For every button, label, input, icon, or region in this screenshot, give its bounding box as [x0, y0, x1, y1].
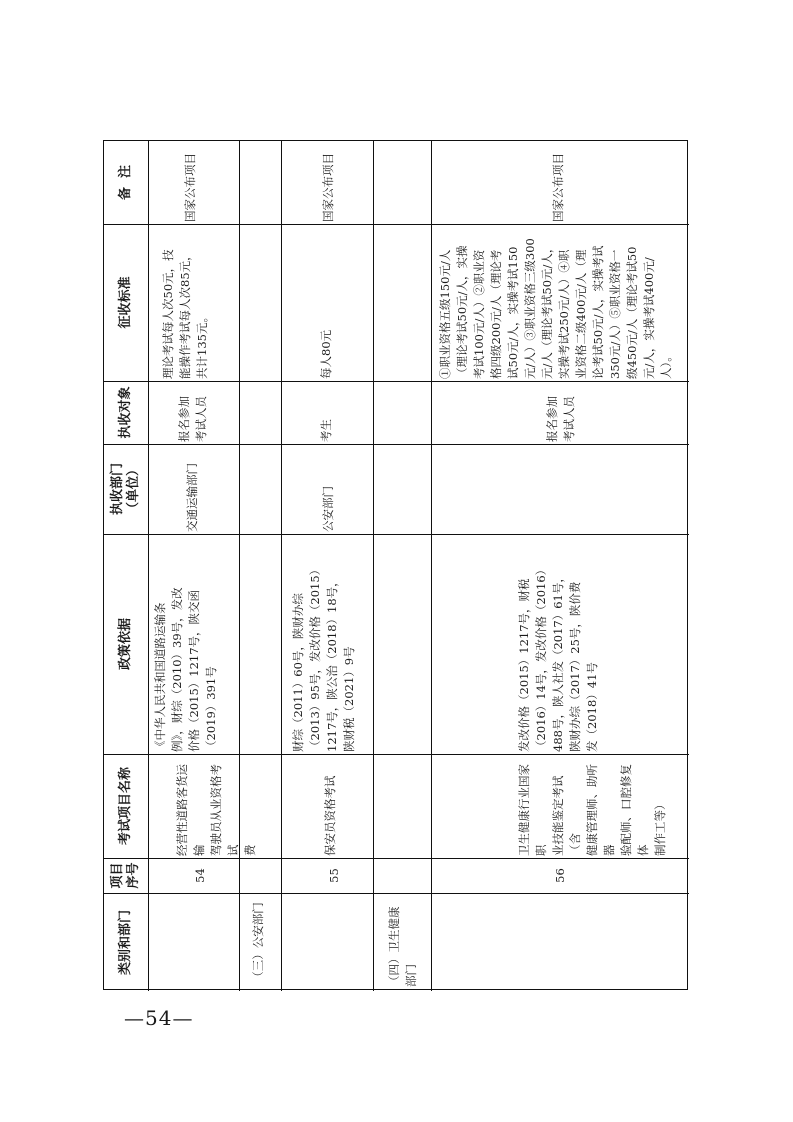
grid-line — [281, 141, 282, 991]
header-standard: 征收标准 — [118, 276, 133, 329]
row-56-target: 报名参加 考试人员 — [545, 396, 576, 442]
grid-line — [239, 141, 240, 991]
row-54-dept: 交通运输部门 — [185, 463, 199, 532]
category-health: （四）卫生健康 部门 — [387, 906, 418, 987]
header-dept: 执收部门 （单位） — [110, 463, 141, 516]
row-54-standard: 理论考试每人次50元，技 能操作考试每人次85元， 共计135元。 — [161, 249, 209, 379]
fee-table — [103, 140, 688, 990]
row-54-remark: 国家公布项目 — [183, 153, 197, 222]
row-56-remark: 国家公布项目 — [551, 153, 565, 222]
row-54-basis: 《中华人民共和国道路运输条 例》，财综（2010）39号，发改 价格（2015）1217号，陕交函 （2019）391号 — [153, 587, 218, 752]
row-55-target: 考生 — [319, 419, 333, 442]
row-55-basis: 财综（2011）60号，陕财办综 （2013）95号，发改价格（2015） 1217号，陕公治（2018）18号， 陕财税（2021）9号 — [291, 563, 356, 752]
grid-line — [148, 141, 149, 991]
row-56-basis: 发改价格（2015）1217号，财税 （2016）14号，发改价格（2016） 488号，陕人社发（2017）61号， 陕财办综（2017）25号，陕价费 发（2018）41号 — [517, 563, 599, 752]
row-55-name: 保安员资格考试 — [323, 775, 337, 856]
row-54-target: 报名参加 考试人员 — [177, 396, 208, 442]
row-56-name: 卫生健康行业国家职 业技能鉴定考试（含 健康管理师、助听器 验配师、口腔修复体 制作工等） — [517, 764, 667, 856]
row-55-standard: 每人80元 — [319, 329, 333, 379]
header-remark: 备 注 — [118, 164, 133, 201]
row-56-seq: 56 — [553, 868, 567, 883]
grid-line — [373, 141, 374, 991]
header-category: 类别和部门 — [118, 910, 133, 976]
header-basis: 政策依据 — [118, 618, 133, 671]
row-54-name: 经营性道路客货运输 驾驶员从业资格考试 费 — [175, 764, 257, 856]
row-55-dept: 公安部门 — [321, 486, 335, 532]
grid-line — [431, 141, 432, 991]
row-54-seq: 54 — [193, 868, 207, 883]
row-55-seq: 55 — [327, 868, 341, 883]
page-number: —54— — [124, 1006, 194, 1030]
header-target: 执收对象 — [118, 386, 133, 439]
category-public-security: （三）公安部门 — [251, 902, 265, 983]
header-seq: 项目 序号 — [110, 862, 141, 889]
header-name: 考试项目名称 — [118, 767, 133, 846]
row-55-remark: 国家公布项目 — [321, 153, 335, 222]
row-56-standard: ①职业资格五级150元/人 （理论考试50元/人，实操 考试100元/人）②职业资 格四级200元/人（理论考 试50元/人，实操考试150 元/人）③职业资格三级300 元/人（理论考试50元/人， 实操考试250元/人）④职 业资格二级400元/人（理 论考试50元/人，实操考试 350元/人）⑤职业资格一 级450元/人（理论考试50 元/人，实操考试400元/ 人）。 — [438, 238, 673, 379]
